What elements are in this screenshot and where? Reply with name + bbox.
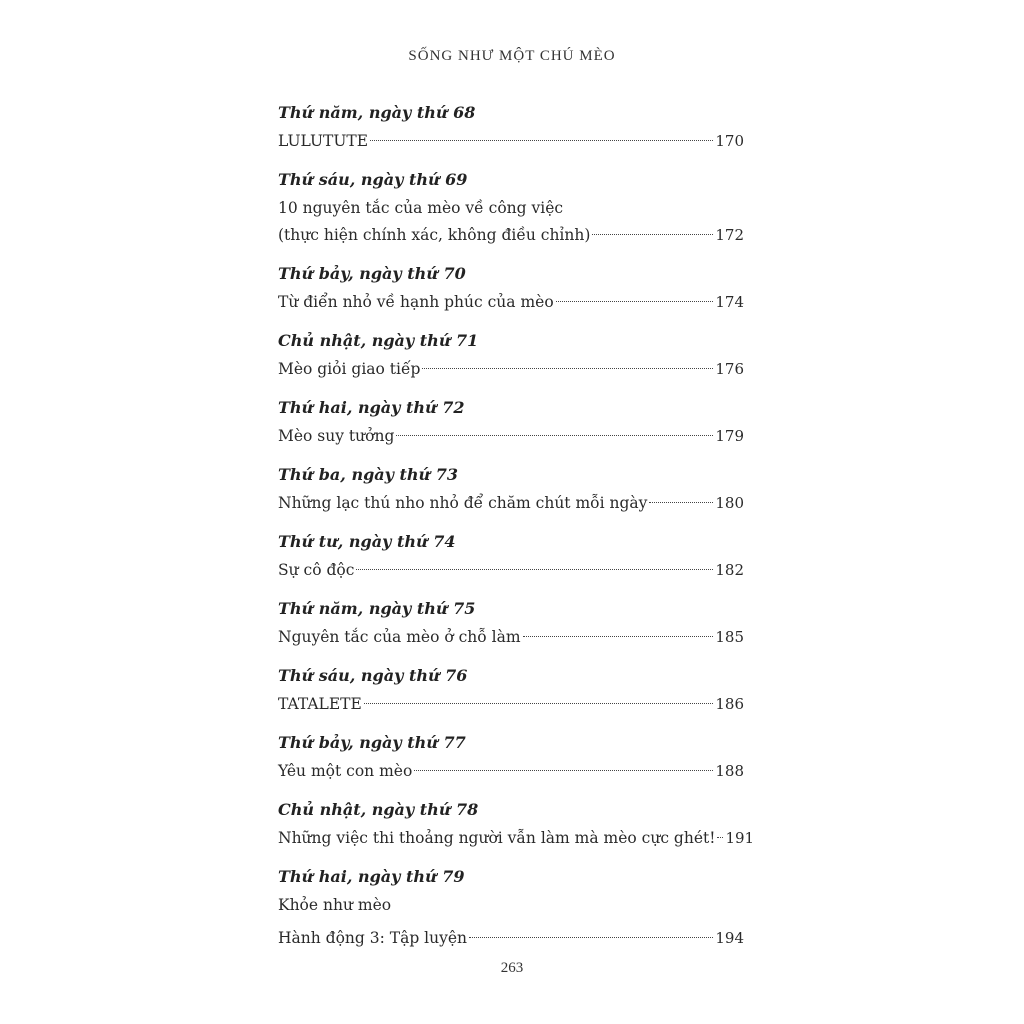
toc-chapter-line[interactable] xyxy=(278,356,744,383)
dot-leader xyxy=(396,435,713,436)
dot-leader xyxy=(414,770,713,771)
toc-day-heading: Chủ nhật, ngày thứ 78 xyxy=(278,800,479,819)
toc-entry xyxy=(278,527,744,584)
toc-chapter-title: Mèo suy tưởng xyxy=(278,427,395,445)
toc-entry xyxy=(278,661,744,718)
dot-leader xyxy=(356,569,713,570)
toc-chapter-title: LULUTUTE xyxy=(278,132,369,150)
toc-day-heading: Chủ nhật, ngày thứ 71 xyxy=(278,331,479,350)
toc-page-number: 185 xyxy=(715,628,744,646)
toc-day-heading: Thứ năm, ngày thứ 68 xyxy=(278,103,476,122)
toc-day-heading: Thứ ba, ngày thứ 73 xyxy=(278,465,458,484)
toc-chapter-title: Sự cô độc xyxy=(278,561,355,579)
toc-chapter-title: (thực hiện chính xác, không điều chỉnh) xyxy=(278,226,591,244)
running-head: SỐNG NHƯ MỘT CHÚ MÈO xyxy=(408,48,616,64)
toc-entry xyxy=(278,326,744,383)
toc-page-number: 182 xyxy=(715,561,744,579)
dot-leader xyxy=(422,368,713,369)
page-number: 263 xyxy=(500,960,524,976)
toc-day-heading: Thứ hai, ngày thứ 79 xyxy=(278,867,465,886)
toc-page-number: 179 xyxy=(715,427,744,445)
toc-day-heading: Thứ bảy, ngày thứ 77 xyxy=(278,733,466,752)
toc-page-number: 174 xyxy=(715,293,744,311)
toc-day-heading: Thứ sáu, ngày thứ 69 xyxy=(278,170,468,189)
toc-chapter-line[interactable] xyxy=(278,490,744,517)
toc-page-number: 172 xyxy=(715,226,744,244)
toc-entry xyxy=(278,98,744,155)
toc-entry xyxy=(278,594,744,651)
toc-chapter-title: Nguyên tắc của mèo ở chỗ làm xyxy=(278,628,521,646)
toc-entry xyxy=(278,460,744,517)
toc-day-heading: Thứ năm, ngày thứ 75 xyxy=(278,599,476,618)
toc-page-number: 180 xyxy=(715,494,744,512)
toc-day-heading: Thứ sáu, ngày thứ 76 xyxy=(278,666,468,685)
dot-leader xyxy=(370,140,713,141)
toc-page-number: 176 xyxy=(715,360,744,378)
dot-leader xyxy=(649,502,713,503)
toc-chapter-line[interactable] xyxy=(278,289,744,316)
toc-chapter-title: Yêu một con mèo xyxy=(278,762,413,780)
dot-leader xyxy=(523,636,714,637)
dot-leader xyxy=(364,703,714,704)
toc-day-heading: Thứ tư, ngày thứ 74 xyxy=(278,532,456,551)
toc-chapter-title: Những lạc thú nho nhỏ để chăm chút mỗi ngày xyxy=(278,494,648,512)
toc-chapter-line[interactable] xyxy=(278,925,744,952)
toc-chapter-line[interactable] xyxy=(278,691,744,718)
toc-chapter-title: Hành động 3: Tập luyện xyxy=(278,929,468,947)
toc-entry xyxy=(278,165,744,249)
toc-page-number: 191 xyxy=(725,829,755,847)
table-of-contents xyxy=(278,98,755,962)
toc-chapter-title: Những việc thi thoảng người vẫn làm mà mèo cực ghét! xyxy=(278,829,716,847)
toc-chapter-line[interactable] xyxy=(278,222,744,249)
toc-page-number: 170 xyxy=(715,132,744,150)
toc-entry xyxy=(278,728,744,785)
toc-chapter-line[interactable] xyxy=(278,758,744,785)
toc-chapter-line[interactable] xyxy=(278,423,744,450)
toc-entry xyxy=(278,862,744,952)
toc-page-number: 186 xyxy=(715,695,744,713)
toc-chapter-line[interactable] xyxy=(278,825,755,852)
toc-subtitle-line: 10 nguyên tắc của mèo về công việc xyxy=(278,199,564,217)
toc-chapter-line[interactable] xyxy=(278,128,744,155)
toc-page-number: 188 xyxy=(715,762,744,780)
toc-entry xyxy=(278,795,755,852)
dot-leader xyxy=(469,937,713,938)
dot-leader xyxy=(592,234,713,235)
dot-leader xyxy=(717,837,723,838)
toc-day-heading: Thứ hai, ngày thứ 72 xyxy=(278,398,465,417)
toc-chapter-title: Mèo giỏi giao tiếp xyxy=(278,360,421,378)
toc-page-number: 194 xyxy=(715,929,744,947)
toc-chapter-line[interactable] xyxy=(278,557,744,584)
dot-leader xyxy=(556,301,714,302)
toc-subtitle-line: Khỏe như mèo xyxy=(278,896,392,914)
toc-chapter-title: Từ điển nhỏ về hạnh phúc của mèo xyxy=(278,293,554,311)
toc-entry xyxy=(278,393,744,450)
toc-entry xyxy=(278,259,744,316)
toc-chapter-line[interactable] xyxy=(278,624,744,651)
toc-day-heading: Thứ bảy, ngày thứ 70 xyxy=(278,264,466,283)
toc-chapter-title: TATALETE xyxy=(278,695,362,713)
